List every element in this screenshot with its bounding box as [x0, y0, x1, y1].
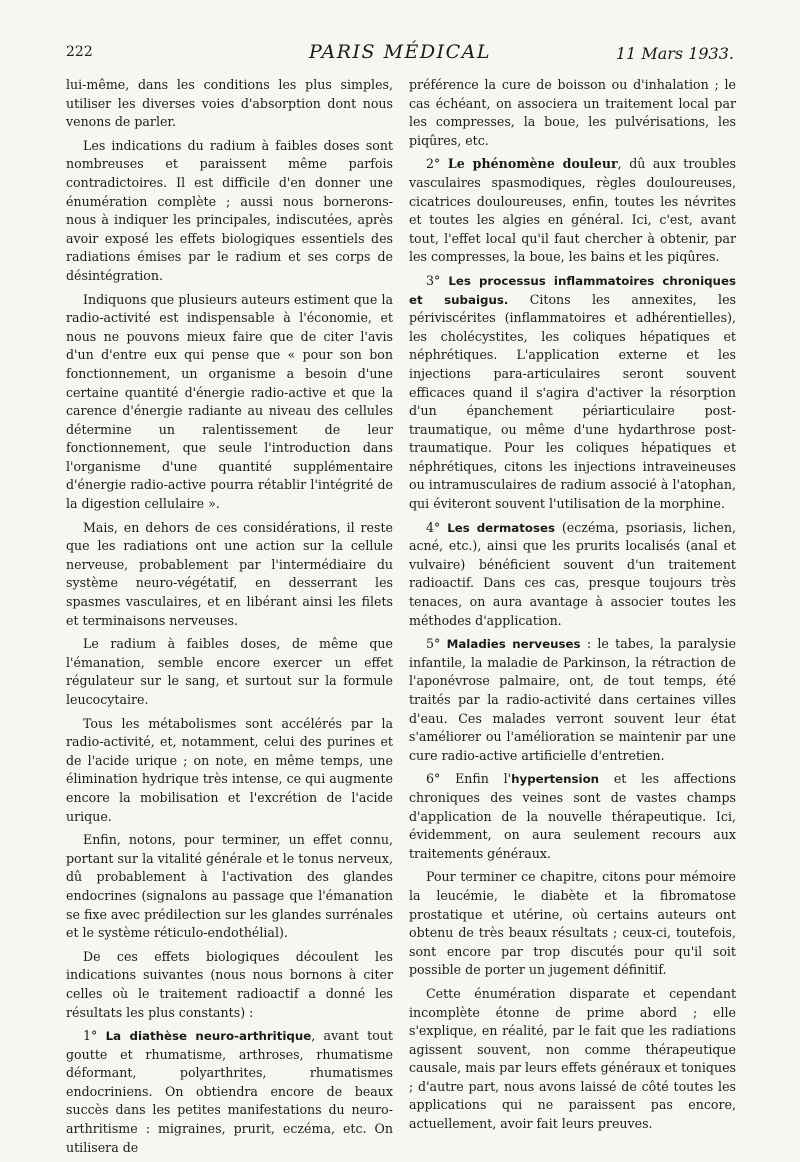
- indication-number: 2°: [426, 156, 448, 172]
- indication-paragraph: [409, 519, 736, 631]
- indication-text: , dû aux troubles vasculaires spasmodiques, règles douloureuses, cicatrices douloureuses, enfin, toutes les névrites et toutes les algies en général. Ici, c'est, avant tout, l'effet local qu'il faut chercher à obtenir, par les compresses, la boue, les bains et les piqûres.: [409, 156, 736, 265]
- paragraph: Pour terminer ce chapitre, citons pour mémoire la leucémie, le diabète et la fibromatose prostatique et utérine, où certains auteurs ont obtenu de très beaux résultats ; ceux-ci, toutefois, sont encore par trop discutés pour qu'il soit possible de porter un jugement définitif.: [409, 869, 736, 978]
- indication-number: 4°: [426, 519, 448, 535]
- indication-text: (eczéma, psoriasis, lichen, acné, etc.), ainsi que les prurits localisés (anal et vulvaire) bénéficient souvent d'un traitement radioactif. Dans ces cas, presque toujours très tenaces, on aura avantage à associer toutes les méthodes d'application.: [409, 519, 736, 628]
- paragraph: Indiquons que plusieurs auteurs estiment que la radio-activité est indispensable à l'économie, et nous ne pouvons mieux faire que de citer l'avis d'un d'entre eux qui pense que « pour son bon fonctionnement, un organisme a besoin d'une certaine quantité d'énergie radio-active et que la carence d'énergie radiante au niveau des cellules détermine un ralentissement de leur fonctionnement, que seule l'introduction dans l'organisme d'une quantité supplémentaire d'énergie radio-active pourra rétablir l'intégrité de la digestion cellulaire ».: [66, 291, 393, 512]
- issue-date: 11 Mars 1933.: [615, 44, 734, 63]
- indication-title: Les dermatoses: [447, 520, 556, 535]
- paragraph: lui-même, dans les conditions les plus simples, utiliser les diverses voies d'absorption dont nous venons de parler.: [66, 77, 393, 130]
- indication-paragraph: [409, 770, 736, 863]
- indication-text: , avant tout goutte et rhumatisme, arthroses, rhumatisme déformant, polyarthrites, rhumatismes endocriniens. On obtiendra encore de beaux succès dans les petites manifestations du neuro-arthritisme : migraines, prurit, eczéma, etc. On utilisera de: [66, 1028, 393, 1155]
- indication-title: Maladies nerveuses: [446, 637, 581, 652]
- left-column: [66, 76, 393, 1162]
- indication-text: : le tabes, la paralysie infantile, la maladie de Parkinson, la rétraction de l'aponévrose palmaire, ont, de tout temps, été traités par la radio-activité dans certaines villes d'eau. Ces malades verront souvent leur état s'améliorer ou l'amélioration se maintenir par une cure radio-active artificielle d'entretien.: [409, 636, 736, 763]
- indication-paragraph: [409, 155, 736, 267]
- indication-number: 1°: [83, 1028, 106, 1044]
- indication-text: et les affections chroniques des veines sont de vastes champs d'application de la nouvelle thérapeutique. Ici, évidemment, on aura seulement recours aux traitements généraux.: [409, 771, 736, 861]
- indication-prefix: Enfin l': [455, 771, 512, 787]
- indication-title: Le phénomène douleur: [447, 156, 618, 172]
- indication-title: hypertension: [511, 772, 600, 787]
- indication-text: Citons les annexites, les périviscérites (inflammatoires et adhérentielles), les cholécystites, les coliques hépatiques et néphrétiques. L'application externe et les injections para-articulaires seront souvent efficaces quand il s'agira d'activer la résorption d'un épanchement périarticulaire post-traumatique, ou même d'une hydarthrose post-traumatique. Pour les coliques hépatiques et néphrétiques, citons les injections intraveineuses ou intramusculaires de radium associé à l'atophan, qui éviteront souvent l'utilisation de la morphine.: [409, 291, 736, 512]
- page-number: 222: [66, 44, 93, 60]
- indication-paragraph: [66, 1027, 393, 1157]
- paragraph: De ces effets biologiques découlent les indications suivantes (nous nous bornons à citer celles où le traitement radioactif a donné les résultats les plus constants) :: [66, 948, 393, 1020]
- indication-title: Les processus inflammatoires chroniques et subaigus.: [409, 273, 736, 307]
- paragraph: Le radium à faibles doses, de même que l'émanation, semble encore exercer un effet régulateur sur le sang, et surtout sur la formule leucocytaire.: [66, 636, 393, 707]
- paragraph: Enfin, notons, pour terminer, un effet connu, portant sur la vitalité générale et le tonus nerveux, dû probablement à l'activation des glandes endocrines (signalons au passage que l'émanation se fixe avec prédilection sur les glandes surrénales et le système réticulo-endothélial).: [66, 832, 393, 941]
- article-body: [66, 76, 736, 1162]
- right-column: [409, 76, 736, 1162]
- indication-paragraph: [409, 272, 736, 514]
- page-header: [66, 41, 734, 74]
- paragraph: Cette énumération disparate et cependant incomplète étonne de prime abord ; elle s'explique, en réalité, par le fait que les radiations agissent souvent, non comme thérapeutique causale, mais par leurs effets généraux et toniques ; d'autre part, nous avons laissé de côté toutes les applications qui ne paraissent pas encore, actuellement, avoir fait leurs preuves.: [409, 985, 736, 1132]
- paragraph: préférence la cure de boisson ou d'inhalation ; le cas échéant, on associera un traitement local par les compresses, la boue, les pulvérisations, les piqûres, etc.: [409, 77, 736, 148]
- paragraph: Tous les métabolismes sont accélérés par la radio-activité, et, notamment, celui des purines et de l'acide urique ; on note, en même temps, une élimination hydrique très intense, ce qui augmente encore la mobilisation et l'excrétion de l'acide urique.: [66, 715, 393, 824]
- indication-title: La diathèse neuro-arthritique: [105, 1029, 312, 1044]
- indication-number: 5°: [426, 636, 447, 652]
- paragraph: Les indications du radium à faibles doses sont nombreuses et paraissent même parfois contradictoires. Il est difficile d'en donner une énumération complète ; aussi nous bornerons-nous à indiquer les principales, indiscutées, après avoir exposé les effets biologiques essentiels des radiations émises par le radium et ses corps de désintégration.: [66, 137, 393, 283]
- paragraph: Mais, en dehors de ces considérations, il reste que les radiations ont une action sur la cellule nerveuse, probablement par l'intermédiaire du système neuro-végétatif, en desserrant les spasmes vasculaires, et en libérant ainsi les filets et terminaisons nerveuses.: [66, 519, 393, 628]
- journal-title: PARIS MÉDICAL: [308, 41, 492, 63]
- indication-paragraph: [409, 635, 736, 765]
- indication-number: 3°: [426, 272, 449, 288]
- indication-number: 6°: [426, 771, 456, 787]
